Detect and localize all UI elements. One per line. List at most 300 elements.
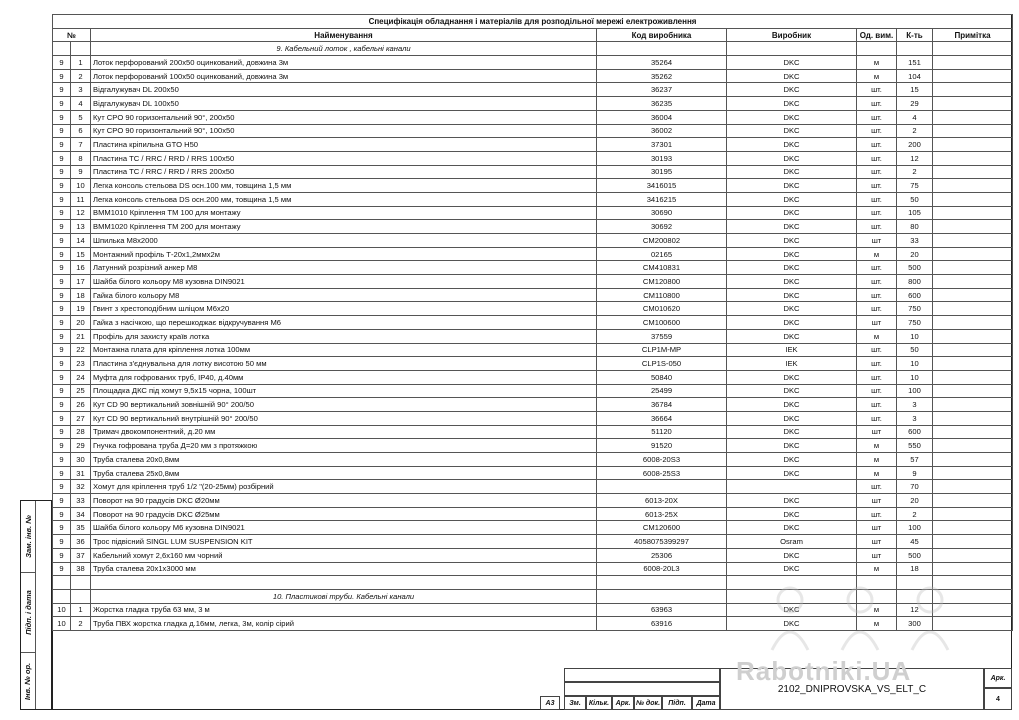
cell-section: 9: [53, 357, 71, 371]
cell-name: Кут CPO 90 горизонтальний 90°, 100х50: [91, 124, 597, 138]
side-cell-inv: Зам. інв. №: [21, 501, 35, 573]
cell-name: Монтажний профіль Т-20х1,2ммх2м: [91, 247, 597, 261]
cell-unit: м: [857, 466, 897, 480]
cell-note: [933, 275, 1013, 289]
cell-name: Пластина TC / RRC / RRD / RRS 100х50: [91, 151, 597, 165]
cell-maker: DKC: [727, 288, 857, 302]
cell-maker: IEK: [727, 357, 857, 371]
cell-unit: шт: [857, 494, 897, 508]
cell-code: 25306: [597, 548, 727, 562]
cell-name: Пластина TC / RRC / RRD / RRS 200х50: [91, 165, 597, 179]
cell-maker: DKC: [727, 494, 857, 508]
cell-section: 9: [53, 302, 71, 316]
stamp-kilk: Кільк.: [586, 696, 612, 710]
cell-qty: 10: [897, 357, 933, 371]
cell-position: 23: [71, 357, 91, 371]
stamp-data: Дата: [692, 696, 720, 710]
cell-name: Відгалужувач DL 100х50: [91, 97, 597, 111]
table-row: [53, 548, 1013, 562]
cell-name: Хомут для кріплення труб 1/2 "(20-25мм) розбірний: [91, 480, 597, 494]
cell-note: [933, 110, 1013, 124]
table-row: [53, 466, 1013, 480]
cell-section: 9: [53, 220, 71, 234]
cell-section: 9: [53, 411, 71, 425]
cell-name: Труба сталева 20х0,8мм: [91, 453, 597, 467]
table-row: [53, 56, 1013, 70]
table-row: [53, 398, 1013, 412]
cell-maker: DKC: [727, 97, 857, 111]
cell-section: 9: [53, 494, 71, 508]
cell-note: [933, 329, 1013, 343]
cell-section: 9: [53, 535, 71, 549]
table-row: [53, 329, 1013, 343]
cell-unit: шт: [857, 548, 897, 562]
cell-maker: DKC: [727, 548, 857, 562]
cell-name: Жорстка гладка труба 63 мм, 3 м: [91, 603, 597, 617]
cell-note: [933, 151, 1013, 165]
cell-qty: 12: [897, 603, 933, 617]
cell-unit: шт.: [857, 480, 897, 494]
cell-note: [933, 507, 1013, 521]
cell-code: 30690: [597, 206, 727, 220]
side-cell-orig: Інв. № ор.: [23, 662, 33, 700]
cell-position: 33: [71, 494, 91, 508]
cell-section: 9: [53, 138, 71, 152]
cell-position: 3: [71, 83, 91, 97]
cell-section: 9: [53, 247, 71, 261]
cell-section: 9: [53, 398, 71, 412]
cell-qty: 10: [897, 370, 933, 384]
cell-code: 37559: [597, 329, 727, 343]
cell-note: [933, 548, 1013, 562]
table-row: [53, 453, 1013, 467]
cell-code: 36784: [597, 398, 727, 412]
cell-position: 30: [71, 453, 91, 467]
cell-note: [933, 56, 1013, 70]
cell-unit: шт.: [857, 151, 897, 165]
table-row: [53, 370, 1013, 384]
table-body: [53, 42, 1013, 631]
cell-section: 9: [53, 124, 71, 138]
cell-maker: DKC: [727, 411, 857, 425]
cell-maker: DKC: [727, 69, 857, 83]
cell-code: 36004: [597, 110, 727, 124]
table-row: [53, 425, 1013, 439]
table-row: [53, 179, 1013, 193]
cell-code: 6013-25X: [597, 507, 727, 521]
cell-qty: 12: [897, 151, 933, 165]
cell-code: CLP1M-MP: [597, 343, 727, 357]
cell-section: 9: [53, 453, 71, 467]
section-heading-row: [53, 42, 1013, 56]
cell-maker: DKC: [727, 56, 857, 70]
cell-name: Пластина кріпильна GTO H50: [91, 138, 597, 152]
cell-position: 32: [71, 480, 91, 494]
cell-position: 13: [71, 220, 91, 234]
cell-unit: шт.: [857, 288, 897, 302]
cell-note: [933, 220, 1013, 234]
table-row: [53, 192, 1013, 206]
cell-qty: 2: [897, 165, 933, 179]
cell-qty: 105: [897, 206, 933, 220]
cell-note: [933, 261, 1013, 275]
cell-position: 15: [71, 247, 91, 261]
cell-code: 35262: [597, 69, 727, 83]
cell-position: 5: [71, 110, 91, 124]
cell-note: [933, 69, 1013, 83]
cell-name: Поворот на 90 градусів DKC Ø20мм: [91, 494, 597, 508]
cell-unit: шт.: [857, 370, 897, 384]
cell-section: 9: [53, 165, 71, 179]
section-title: 10. Пластикові труби. Кабельні канали: [91, 589, 597, 603]
table-row: [53, 562, 1013, 576]
cell-maker: DKC: [727, 247, 857, 261]
cell-maker: DKC: [727, 521, 857, 535]
cell-note: [933, 521, 1013, 535]
cell-name: BMM1010 Кріплення ТМ 100 для монтажу: [91, 206, 597, 220]
cell-note: [933, 562, 1013, 576]
table-row: [53, 288, 1013, 302]
cell-qty: 100: [897, 384, 933, 398]
blank-row: [53, 576, 1013, 590]
cell-unit: шт.: [857, 302, 897, 316]
cell-qty: 300: [897, 617, 933, 631]
cell-unit: шт.: [857, 357, 897, 371]
cell-position: 2: [71, 617, 91, 631]
cell-name: Поворот на 90 градусів DKC Ø25мм: [91, 507, 597, 521]
col-header-name: Найменування: [91, 28, 597, 42]
cell-name: Шайба білого кольору М6 кузовна DIN9021: [91, 521, 597, 535]
cell-section: 9: [53, 83, 71, 97]
cell-name: Труба сталева 20х1х3000 мм: [91, 562, 597, 576]
cell-name: Муфта для гофрованих труб, IP40, д.40мм: [91, 370, 597, 384]
cell-position: 31: [71, 466, 91, 480]
cell-qty: 45: [897, 535, 933, 549]
cell-note: [933, 288, 1013, 302]
cell-note: [933, 97, 1013, 111]
watermark-text: Rabotniki.UA: [736, 656, 912, 686]
cell-code: 4058075399297: [597, 535, 727, 549]
cell-name: Легка консоль стельова DS осн.200 мм, товщина 1,5 мм: [91, 192, 597, 206]
cell-maker: DKC: [727, 562, 857, 576]
cell-note: [933, 535, 1013, 549]
cell-section: 9: [53, 151, 71, 165]
cell-unit: шт.: [857, 206, 897, 220]
cell-note: [933, 466, 1013, 480]
cell-section: 9: [53, 343, 71, 357]
cell-code: CM010620: [597, 302, 727, 316]
cell-unit: м: [857, 69, 897, 83]
cell-name: Пластина з'єднувальна для лотку висотою 50 мм: [91, 357, 597, 371]
table-row: [53, 275, 1013, 289]
cell-qty: 100: [897, 521, 933, 535]
cell-maker: DKC: [727, 138, 857, 152]
table-row: [53, 521, 1013, 535]
cell-qty: 75: [897, 179, 933, 193]
cell-code: 50840: [597, 370, 727, 384]
cell-section: 9: [53, 316, 71, 330]
cell-section: 9: [53, 288, 71, 302]
cell-unit: шт.: [857, 384, 897, 398]
cell-qty: 33: [897, 234, 933, 248]
cell-section: 9: [53, 384, 71, 398]
cell-section: 10: [53, 603, 71, 617]
cell-unit: м: [857, 247, 897, 261]
cell-maker: [727, 480, 857, 494]
cell-section: 9: [53, 507, 71, 521]
table-title: Специфікація обладнання і матеріалів для розподільної мережі електроживлення: [53, 15, 1013, 29]
cell-unit: шт.: [857, 124, 897, 138]
cell-note: [933, 453, 1013, 467]
cell-position: 6: [71, 124, 91, 138]
cell-code: 6013-20X: [597, 494, 727, 508]
cell-note: [933, 425, 1013, 439]
cell-maker: DKC: [727, 302, 857, 316]
cell-unit: шт: [857, 535, 897, 549]
cell-section: 9: [53, 261, 71, 275]
cell-position: 11: [71, 192, 91, 206]
cell-maker: DKC: [727, 83, 857, 97]
table-row: [53, 302, 1013, 316]
cell-qty: 20: [897, 247, 933, 261]
cell-code: CLP1S-050: [597, 357, 727, 371]
side-cell-sign: Підп. і дата: [21, 573, 35, 653]
cell-qty: 3: [897, 398, 933, 412]
cell-position: 29: [71, 439, 91, 453]
cell-qty: 3: [897, 411, 933, 425]
cell-unit: м: [857, 617, 897, 631]
cell-qty: 2: [897, 124, 933, 138]
cell-qty: 80: [897, 220, 933, 234]
cell-name: Труба сталева 25х0,8мм: [91, 466, 597, 480]
cell-code: 30692: [597, 220, 727, 234]
cell-name: Тримач двокомпонентний, д.20 мм: [91, 425, 597, 439]
cell-note: [933, 316, 1013, 330]
cell-unit: м: [857, 453, 897, 467]
table-row: [53, 247, 1013, 261]
cell-position: 25: [71, 384, 91, 398]
cell-name: Гайка білого кольору М8: [91, 288, 597, 302]
table-row: [53, 151, 1013, 165]
cell-unit: шт: [857, 234, 897, 248]
cell-note: [933, 165, 1013, 179]
section-title: 9. Кабельний лоток , кабельні канали: [91, 42, 597, 56]
cell-position: 7: [71, 138, 91, 152]
cell-section: 9: [53, 425, 71, 439]
cell-code: 37301: [597, 138, 727, 152]
cell-position: 14: [71, 234, 91, 248]
stamp-sheet-label: Арк.: [984, 668, 1012, 688]
cell-unit: шт.: [857, 398, 897, 412]
cell-note: [933, 480, 1013, 494]
cell-code: CM120600: [597, 521, 727, 535]
table-row: [53, 384, 1013, 398]
cell-maker: DKC: [727, 439, 857, 453]
cell-unit: шт.: [857, 83, 897, 97]
specification-table: [52, 14, 1013, 631]
cell-code: 91520: [597, 439, 727, 453]
cell-qty: 50: [897, 343, 933, 357]
col-header-unit: Од. вим.: [857, 28, 897, 42]
cell-name: Кут CD 90 вертикальний внутрішній 90° 200/50: [91, 411, 597, 425]
cell-section: 9: [53, 97, 71, 111]
cell-code: 51120: [597, 425, 727, 439]
cell-qty: 500: [897, 548, 933, 562]
cell-code: 36237: [597, 83, 727, 97]
cell-maker: DKC: [727, 179, 857, 193]
cell-position: 1: [71, 603, 91, 617]
cell-code: 36664: [597, 411, 727, 425]
table-row: [53, 234, 1013, 248]
cell-section: 9: [53, 548, 71, 562]
cell-note: [933, 439, 1013, 453]
cell-position: 8: [71, 151, 91, 165]
cell-unit: шт.: [857, 138, 897, 152]
table-row: [53, 494, 1013, 508]
cell-note: [933, 247, 1013, 261]
cell-name: Кут CPO 90 горизонтальний 90°, 200х50: [91, 110, 597, 124]
cell-code: 36235: [597, 97, 727, 111]
cell-position: 36: [71, 535, 91, 549]
cell-code: 3416215: [597, 192, 727, 206]
cell-maker: DKC: [727, 110, 857, 124]
cell-name: Шайба білого кольору М8 кузовна DIN9021: [91, 275, 597, 289]
cell-name: Монтажна плата для кріплення лотка 100мм: [91, 343, 597, 357]
table-row: [53, 357, 1013, 371]
cell-position: 2: [71, 69, 91, 83]
cell-section: 9: [53, 521, 71, 535]
cell-code: CM410831: [597, 261, 727, 275]
cell-unit: шт.: [857, 411, 897, 425]
cell-maker: DKC: [727, 329, 857, 343]
cell-qty: 200: [897, 138, 933, 152]
cell-position: 28: [71, 425, 91, 439]
cell-section: 9: [53, 192, 71, 206]
cell-unit: шт.: [857, 110, 897, 124]
cell-qty: 29: [897, 97, 933, 111]
cell-note: [933, 494, 1013, 508]
cell-section: 9: [53, 56, 71, 70]
cell-note: [933, 206, 1013, 220]
cell-maker: DKC: [727, 151, 857, 165]
cell-note: [933, 234, 1013, 248]
cell-position: 18: [71, 288, 91, 302]
table-row: [53, 535, 1013, 549]
stamp-ark: Арк.: [612, 696, 634, 710]
table-row: [53, 603, 1013, 617]
cell-section: 9: [53, 439, 71, 453]
col-header-num: №: [53, 28, 91, 42]
col-header-note: Примітка: [933, 28, 1013, 42]
cell-position: 12: [71, 206, 91, 220]
cell-code: CM110800: [597, 288, 727, 302]
stamp-row-blank: [564, 682, 720, 696]
table-row: [53, 411, 1013, 425]
cell-section: 9: [53, 370, 71, 384]
cell-section: 10: [53, 617, 71, 631]
cell-code: 63963: [597, 603, 727, 617]
cell-name: Лоток перфорований 100х50 оцинкований, довжина 3м: [91, 69, 597, 83]
table-row: [53, 480, 1013, 494]
cell-code: 3416015: [597, 179, 727, 193]
cell-note: [933, 617, 1013, 631]
cell-name: Лоток перфорований 200х50 оцинкований, довжина 3м: [91, 56, 597, 70]
cell-maker: DKC: [727, 261, 857, 275]
cell-qty: 800: [897, 275, 933, 289]
table-row: [53, 439, 1013, 453]
cell-position: 1: [71, 56, 91, 70]
table-row: [53, 617, 1013, 631]
cell-unit: м: [857, 56, 897, 70]
cell-maker: DKC: [727, 165, 857, 179]
table-row: [53, 138, 1013, 152]
cell-note: [933, 124, 1013, 138]
cell-code: 6008-20S3: [597, 453, 727, 467]
cell-maker: DKC: [727, 603, 857, 617]
cell-qty: 750: [897, 316, 933, 330]
cell-qty: 600: [897, 288, 933, 302]
cell-position: 26: [71, 398, 91, 412]
cell-maker: DKC: [727, 234, 857, 248]
cell-unit: м: [857, 603, 897, 617]
cell-unit: м: [857, 439, 897, 453]
cell-qty: 70: [897, 480, 933, 494]
stamp-document-code: 2102_DNIPROVSKA_VS_ELT_C: [720, 668, 984, 710]
cell-code: 35264: [597, 56, 727, 70]
cell-name: Труба ПВХ жорстка гладка д.16мм, легка, 3м, колір сірий: [91, 617, 597, 631]
cell-unit: шт.: [857, 220, 897, 234]
cell-code: [597, 480, 727, 494]
cell-code: CM120800: [597, 275, 727, 289]
cell-section: 9: [53, 562, 71, 576]
table-row: [53, 69, 1013, 83]
cell-position: 22: [71, 343, 91, 357]
cell-note: [933, 138, 1013, 152]
cell-unit: м: [857, 329, 897, 343]
cell-section: 9: [53, 466, 71, 480]
section-heading-row: [53, 589, 1013, 603]
cell-qty: 500: [897, 261, 933, 275]
cell-note: [933, 83, 1013, 97]
cell-note: [933, 302, 1013, 316]
cell-maker: DKC: [727, 124, 857, 138]
cell-unit: шт.: [857, 179, 897, 193]
cell-unit: шт: [857, 425, 897, 439]
cell-qty: 20: [897, 494, 933, 508]
cell-qty: 9: [897, 466, 933, 480]
stamp-zm: Зм.: [564, 696, 586, 710]
table-row: [53, 110, 1013, 124]
cell-note: [933, 357, 1013, 371]
cell-code: 6008-20L3: [597, 562, 727, 576]
cell-name: Кут CD 90 вертикальний зовнішній 90° 200/50: [91, 398, 597, 412]
table-row: [53, 261, 1013, 275]
cell-position: 4: [71, 97, 91, 111]
cell-unit: шт.: [857, 275, 897, 289]
cell-name: BMM1020 Кріплення ТМ 200 для монтажу: [91, 220, 597, 234]
cell-section: 9: [53, 480, 71, 494]
cell-maker: DKC: [727, 384, 857, 398]
table-row: [53, 343, 1013, 357]
cell-unit: шт.: [857, 165, 897, 179]
cell-maker: DKC: [727, 370, 857, 384]
cell-maker: Osram: [727, 535, 857, 549]
cell-section: 9: [53, 179, 71, 193]
cell-section: 9: [53, 234, 71, 248]
cell-position: 16: [71, 261, 91, 275]
stamp-format: А3: [540, 696, 560, 710]
cell-name: Гайка з насічкою, що перешкоджає відкручування М6: [91, 316, 597, 330]
